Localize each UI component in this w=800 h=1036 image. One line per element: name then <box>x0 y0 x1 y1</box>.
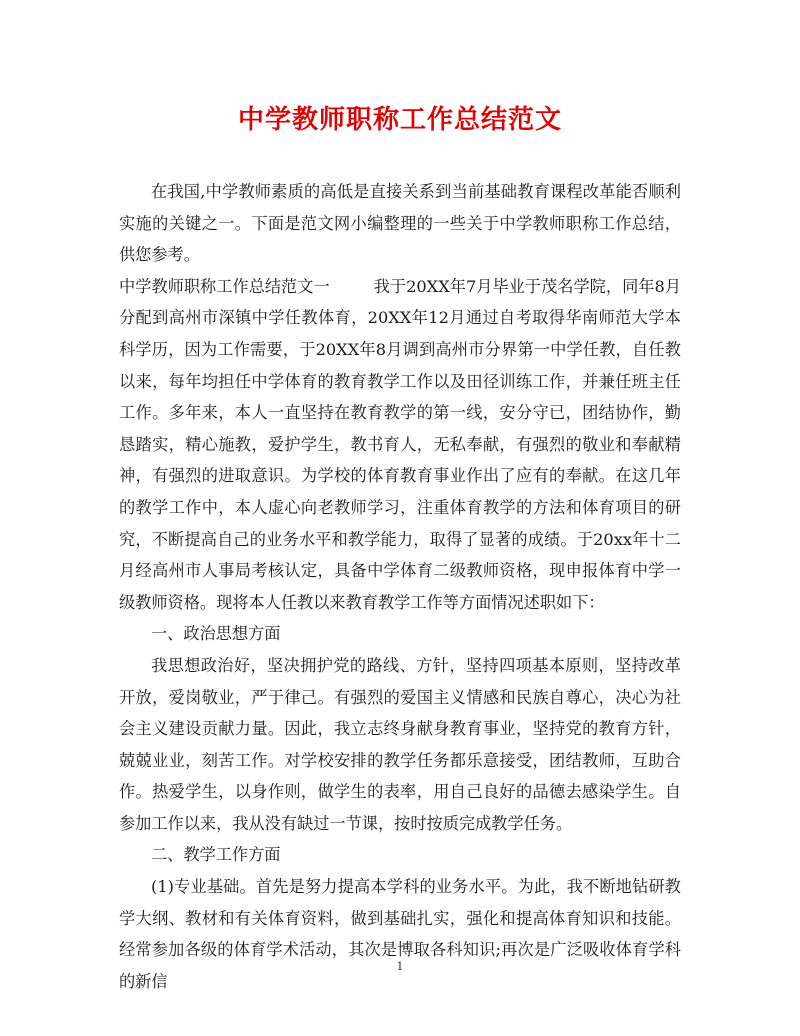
document-title: 中学教师职称工作总结范文 <box>237 105 562 135</box>
teaching-heading: 二、教学工作方面 <box>151 845 281 865</box>
politics-paragraph: 我思想政治好，坚决拥护党的路线、方针，坚持四项基本原则，坚持改革开放，爱岗敬业，严于律己。有强烈的爱国主义情感和民族自尊心，决心为社会主义建设贡献力量。因此，我立志终身献身教育事业，坚持党的教育方针，兢兢业业，刻苦工作。对学校安排的教学任务都乐意接受，团结教师，互助合作。热爱学生，以身作则，做学生的表率，用自己良好的品德去感染学生。自参加工作以来，我从没有缺过一节课，按时按质完成教学任务。 <box>119 655 681 833</box>
document-body <box>119 176 681 997</box>
section1-body: 我于20XX年7月毕业于茂名学院，同年8月分配到高州市深镇中学任教体育，20XX年12月通过自考取得华南师范大学本科学历，因为工作需要，于20XX年8月调到高州市分界第一中学任教，自任教以来，每年均担任中学体育的教育教学工作以及田径训练工作，并兼任班主任工作。多年来，本人一直坚持在教育教学的第一线，安分守已，团结协作，勤恳踏实，精心施教，爱护学生，教书育人，无私奉献，有强烈的敬业和奉献精神，有强烈的进取意识。为学校的体育教育事业作出了应有的奉献。在这几年的教学工作中，本人虚心向老教师学习，注重体育教学的方法和体育项目的研究，不断提高自己的业务水平和教学能力，取得了显著的成绩。于20xx年十二月经高州市人事局考核认定，具备中学体育二级教师资格，现申报体育中学一级教师资格。现将本人任教以来教育教学工作等方面情况述职如下： <box>119 276 682 612</box>
section1-paragraph <box>119 271 681 619</box>
intro-paragraph: 在我国,中学教师素质的高低是直接关系到当前基础教育课程改革能否顺利实施的关键之一。下面是范文网小编整理的一些关于中学教师职称工作总结，供您参考。 <box>119 182 681 265</box>
page-number: 1 <box>396 960 404 973</box>
section1-heading: 中学教师职称工作总结范文一 <box>119 276 330 296</box>
politics-heading: 一、政治思想方面 <box>151 624 281 644</box>
teaching-paragraph: (1)专业基础。首先是努力提高本学科的业务水平。为此，我不断地钻研教学大纲、教材和有关体育资料，做到基础扎实，强化和提高体育知识和技能。经常参加各级的体育学术活动，其次是博取各科知识;再次是广泛吸收体育学科的新信 <box>119 877 681 991</box>
